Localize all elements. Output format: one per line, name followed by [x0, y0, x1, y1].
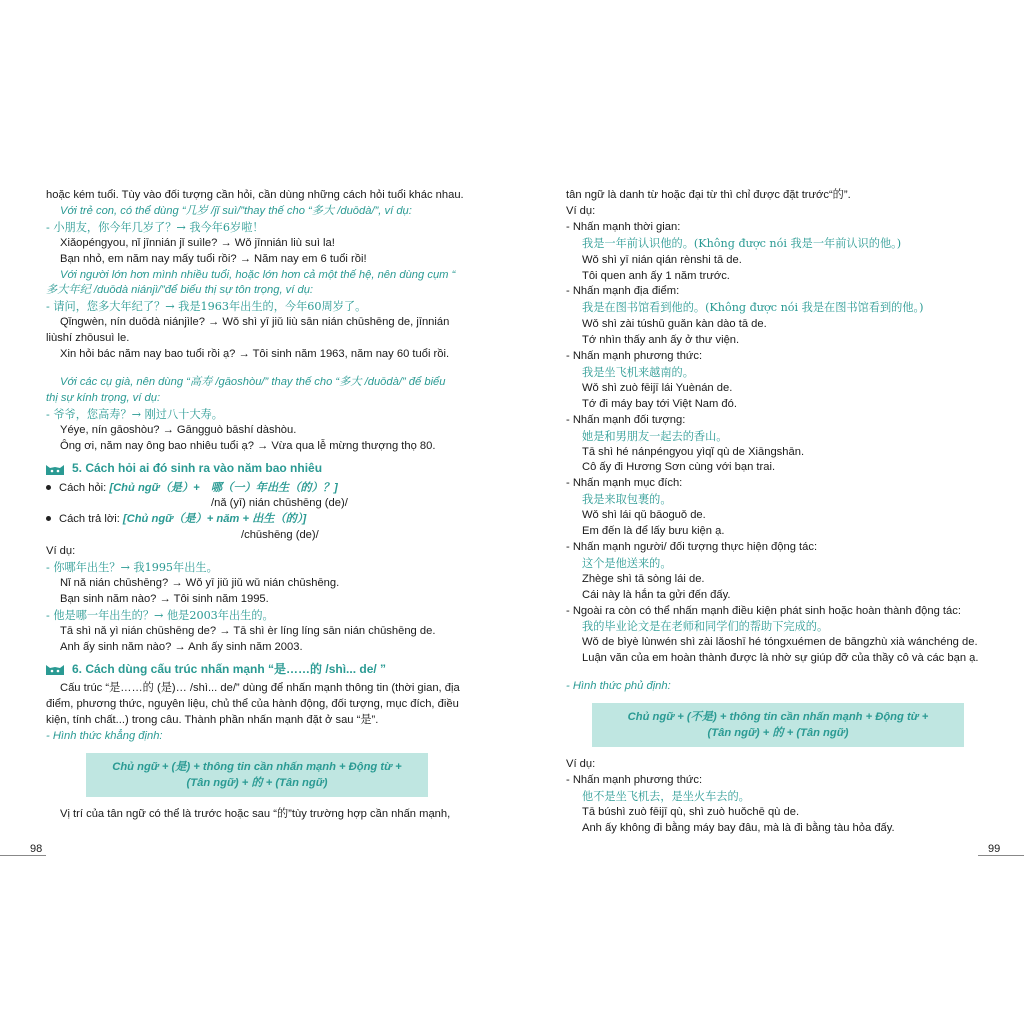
example-translation: Ông ơi, năm nay ông bao nhiêu tuổi ạ? → Vừa qua lễ mừng thượng thọ 80. [60, 439, 436, 452]
emphasis-type: - Ngoài ra còn có thể nhấn mạnh điều kiện phát sinh hoặc hoàn thành động tác: [566, 604, 961, 617]
page-number-rule [0, 855, 46, 856]
bullet-question [46, 481, 476, 497]
example-pinyin: Tā shì hé nánpéngyou yìqǐ qù de Xiāngshān. [582, 445, 805, 458]
example-chinese: 我是坐飞机来越南的。 [582, 365, 694, 379]
formula-line: Chủ ngữ + (不是) + thông tin cần nhấn mạnh + Động từ + [627, 711, 929, 724]
example-pinyin: Xiǎopéngyou, nǐ jīnnián jǐ suìle? → Wǒ jīnnián liù suì la! [60, 236, 335, 249]
bullet-answer [46, 512, 476, 528]
formula-line: (Tân ngữ) + 的 + (Tân ngữ) [707, 727, 849, 740]
example-chinese: - 小朋友，你今年几岁了？→ 我今年6岁啦！ [46, 220, 264, 234]
formula-line: (Tân ngữ) + 的 + (Tân ngữ) [186, 777, 328, 790]
bullet-icon [46, 485, 51, 490]
example-label: Ví dụ: [566, 204, 596, 217]
bullet-formula: [Chủ ngữ（是）+ 哪（一）年出生（的）？] [109, 481, 338, 494]
example-pinyin: Wǒ shì yī nián qián rènshi tā de. [582, 253, 742, 266]
cat-icon [44, 461, 66, 477]
paragraph-line: kiện, tính chất...) trong câu. Thành phần nhấn mạnh đặt ở sau “是”. [46, 714, 379, 727]
bullet-icon [46, 516, 51, 521]
example-pinyin: liùshí zhōusuì le. [46, 332, 130, 345]
example-pinyin: Wǒ shì zài túshū guǎn kàn dào tā de. [582, 318, 767, 331]
example-chinese: - 请问，您多大年纪了？→ 我是1963年出生的，今年60周岁了。 [46, 300, 367, 314]
paragraph-line: điểm, phương thức, nguyên liệu, chủ thể của hành động, đối tượng, mục đích, điều [46, 698, 459, 711]
emphasis-type: - Nhấn mạnh phương thức: [566, 774, 703, 786]
emphasis-type: - Nhấn mạnh đối tượng: [566, 413, 686, 426]
example-chinese: - 他是哪一年出生的？→ 他是2003年出生的。 [46, 608, 274, 622]
example-translation: Anh ấy không đi bằng máy bay đâu, mà là đi bằng tàu hỏa đấy. [582, 821, 895, 834]
example-label: Ví dụ: [46, 545, 76, 558]
example-translation: Bạn sinh năm nào? → Tôi sinh năm 1995. [60, 592, 269, 605]
subheading: - Hình thức phủ định: [566, 680, 671, 693]
formula-line: Chủ ngữ + (是) + thông tin cần nhấn mạnh + Động từ + [112, 761, 402, 774]
text-line: 多大年纪 /duōdà niánjì/”để biểu thị sự tôn trọng, ví dụ: [46, 284, 314, 297]
example-translation: Anh ấy sinh năm nào? → Anh ấy sinh năm 2003. [60, 640, 303, 653]
text-line: Với các cụ già, nên dùng “高寿 /gāoshòu/” thay thế cho “多大 /duōdà/” để biểu [60, 375, 446, 388]
page-number-left: 98 [30, 843, 43, 855]
page-number-right: 99 [988, 843, 1001, 855]
emphasis-type: - Nhấn mạnh thời gian: [566, 220, 681, 233]
example-translation: Cô ấy đi Hương Sơn cùng với bạn trai. [582, 461, 776, 474]
emphasis-type: - Nhấn mạnh địa điểm: [566, 285, 680, 298]
emphasis-type: - Nhấn mạnh mục đích: [566, 477, 683, 490]
text-line: Với người lớn hơn mình nhiều tuổi, hoặc lớn hơn cả một thế hệ, nên dùng cụm “ [60, 268, 456, 281]
example-pinyin: Wǒ shì lái qǔ bāoguǒ de. [582, 509, 706, 522]
formula-box-negative [592, 703, 964, 747]
bullet-label: Cách trả lời: [59, 513, 123, 526]
text-line: hoặc kém tuổi. Tùy vào đối tượng cần hỏi, cần dùng những cách hỏi tuổi khác nhau. [46, 189, 464, 201]
subheading: - Hình thức khẳng định: [46, 730, 163, 743]
bullet-pinyin: /nǎ (yī) nián chūshēng (de)/ [211, 497, 348, 510]
bullet-pinyin: /chūshēng (de)/ [241, 529, 319, 542]
example-pinyin: Zhège shì tā sòng lái de. [582, 572, 705, 585]
example-translation: Tớ đi máy bay tới Việt Nam đó. [582, 397, 737, 410]
example-pinyin: Yéye, nín gāoshòu? → Gāngguò bāshí dàshòu. [60, 423, 297, 436]
example-label: Ví dụ: [566, 758, 596, 771]
paragraph-line: Cấu trúc “是……的 (是)… /shì... de/” dùng để nhấn mạnh thông tin (thời gian, địa [60, 682, 460, 695]
example-chinese: - 你哪年出生？→ 我1995年出生。 [46, 561, 218, 575]
text-line: thị sự kính trọng, ví dụ: [46, 391, 161, 404]
page-number-rule [978, 855, 1024, 856]
section-heading-5 [44, 461, 476, 477]
example-pinyin: Tā búshì zuò fēijī qù, shì zuò huǒchē qù de. [582, 805, 800, 818]
example-pinyin: Tā shì nǎ yì nián chūshēng de? → Tā shì èr líng líng sān nián chūshēng de. [60, 624, 436, 637]
left-page [46, 188, 476, 823]
bullet-formula: [Chủ ngữ（是）+ năm + 出生（的）] [122, 513, 307, 526]
example-translation: Em đến là để lấy bưu kiện ạ. [582, 525, 725, 538]
formula-box-affirmative [86, 753, 428, 797]
example-translation: Tôi quen anh ấy 1 năm trước. [582, 269, 730, 282]
paragraph-line: tân ngữ là danh từ hoặc đại từ thì chỉ được đặt trước“的”. [566, 189, 851, 201]
example-translation: Tớ nhìn thấy anh ấy ở thư viện. [582, 334, 740, 347]
example-translation: Cái này là hắn ta gửi đến đấy. [582, 588, 731, 601]
example-chinese: 这个是他送来的。 [582, 556, 672, 570]
example-chinese: - 爷爷，您高寿？→ 刚过八十大寿。 [46, 407, 223, 421]
section-heading-text: 5. Cách hỏi ai đó sinh ra vào năm bao nhiêu [72, 460, 323, 475]
paragraph-line: Vị trí của tân ngữ có thể là trước hoặc sau “的”tùy trường hợp cần nhấn mạnh, [60, 808, 451, 821]
example-chinese: 我是来取包裹的。 [582, 493, 672, 507]
cat-icon [44, 661, 66, 677]
text-line: Với trẻ con, có thể dùng “几岁 /jǐ suì/”thay thế cho “多大 /duōdà/”, ví dụ: [60, 204, 412, 217]
emphasis-type: - Nhấn mạnh người/ đối tượng thực hiện động tác: [566, 540, 818, 553]
bullet-label: Cách hỏi: [59, 481, 110, 494]
example-pinyin: Wǒ de bìyè lùnwén shì zài lǎoshī hé tóngxuémen de bāngzhù xià wánchéng de. [582, 636, 978, 649]
example-chinese: 我的毕业论文是在老师和同学们的帮助下完成的。 [582, 620, 829, 634]
example-translation: Luận văn của em hoàn thành được là nhờ sự giúp đỡ của thầy cô và các bạn ạ. [582, 652, 979, 665]
example-pinyin: Nǐ nǎ nián chūshēng? → Wǒ yī jiǔ jiǔ wǔ nián chūshēng. [60, 576, 340, 589]
example-chinese: 我是在图书馆看到他的。(Không được nói 我是在图书馆看到的他。) [582, 301, 924, 315]
example-pinyin: Qǐngwèn, nín duōdà niánjìle? → Wǒ shì yī jiǔ liù sān nián chūshēng de, jīnnián [60, 316, 450, 329]
section-heading-text: 6. Cách dùng cấu trúc nhấn mạnh “是……的 /shì... de/ ” [72, 661, 387, 676]
example-translation: Bạn nhỏ, em năm nay mấy tuổi rồi? → Năm nay em 6 tuổi rồi! [60, 252, 367, 265]
example-chinese: 我是一年前认识他的。(Không được nói 我是一年前认识的他。) [582, 236, 902, 250]
example-chinese: 他不是坐飞机去，是坐火车去的。 [582, 789, 750, 803]
example-translation: Xin hỏi bác năm nay bao tuổi rồi ạ? → Tôi sinh năm 1963, năm nay 60 tuổi rồi. [60, 348, 450, 361]
example-chinese: 她是和男朋友一起去的香山。 [582, 429, 728, 443]
right-page [566, 188, 986, 837]
section-heading-6 [44, 661, 476, 677]
emphasis-type: - Nhấn mạnh phương thức: [566, 350, 703, 363]
example-pinyin: Wǒ shì zuò fēijī lái Yuènán de. [582, 381, 733, 394]
